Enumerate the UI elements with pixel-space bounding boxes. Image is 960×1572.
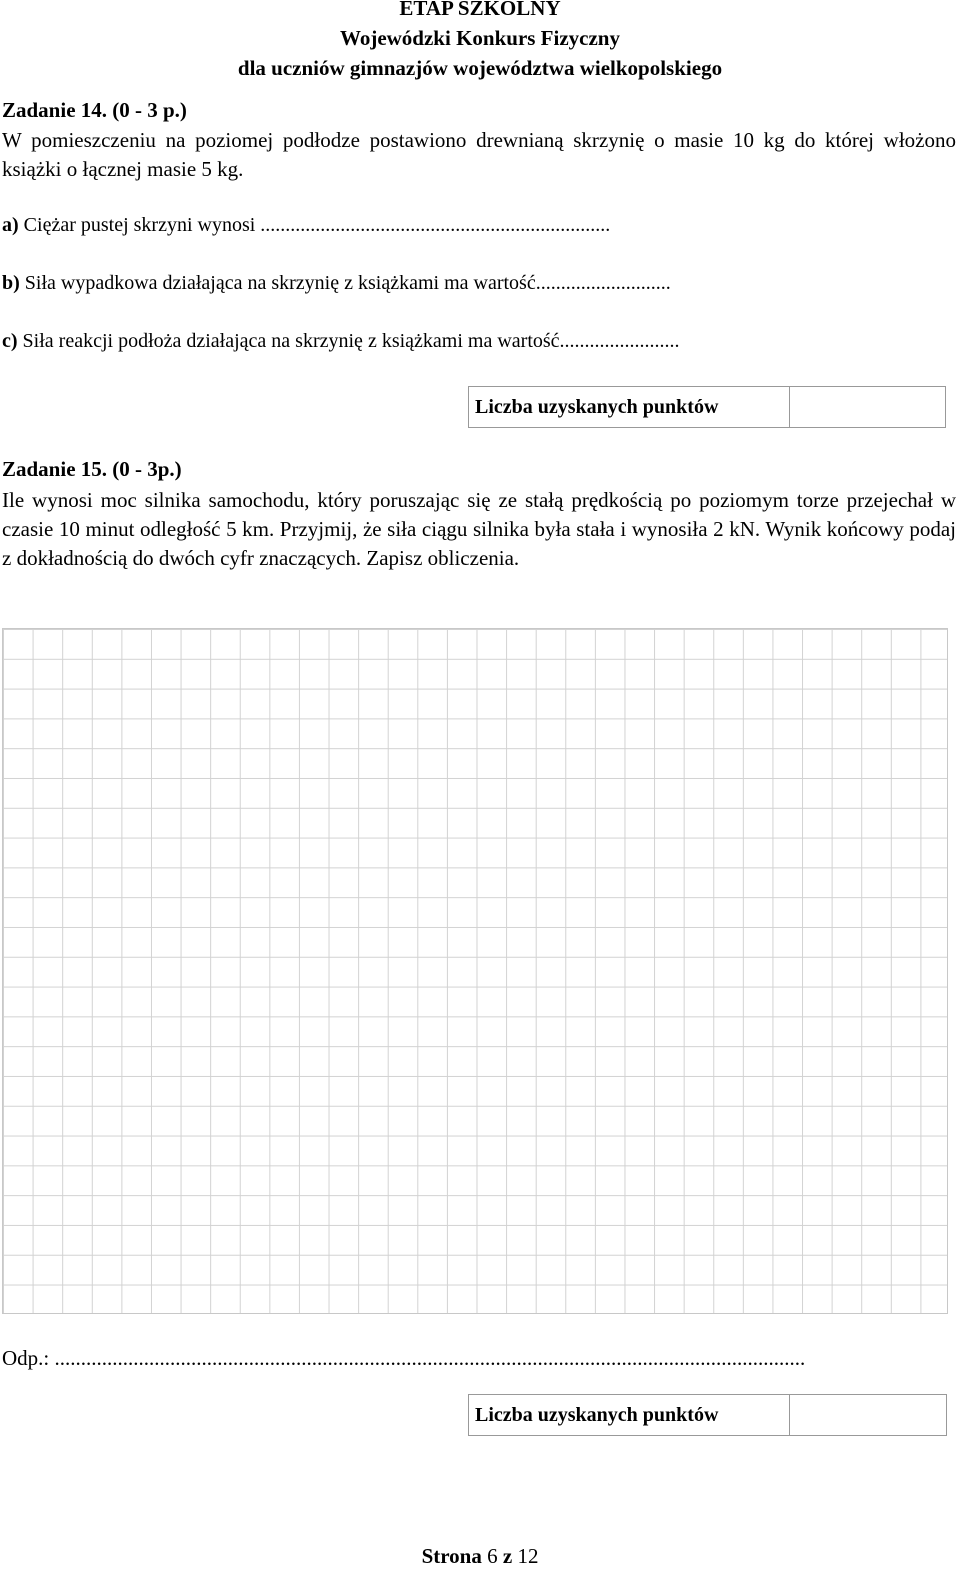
task14-score-box — [468, 386, 946, 428]
task15-score-box — [468, 1394, 947, 1436]
task15-score-field[interactable] — [790, 1395, 946, 1435]
task14-question-b — [2, 272, 671, 295]
header-stage: ETAP SZKOLNY — [399, 0, 561, 20]
footer-page: 6 — [487, 1544, 498, 1568]
header-competition: Wojewódzki Konkurs Fizyczny — [339, 26, 620, 50]
question-b-label: b) — [2, 272, 20, 294]
task15-score-label: Liczba uzyskanych punktów — [469, 1395, 790, 1435]
task14-question-c — [2, 330, 680, 353]
task14-score-label: Liczba uzyskanych punktów — [469, 387, 790, 427]
task15-answer-line[interactable]: Odp.: ............................................................................................................................................... — [2, 1346, 806, 1370]
question-a-text: Ciężar pustej skrzyni wynosi ...................................................................... — [18, 214, 611, 236]
task14-score-field[interactable] — [790, 387, 945, 427]
footer-prefix: Strona — [421, 1544, 482, 1568]
task15-title: Zadanie 15. (0 - 3p.) — [2, 457, 182, 481]
task14-title: Zadanie 14. (0 - 3 p.) — [2, 98, 187, 122]
question-c-label: c) — [2, 330, 18, 352]
footer-sep: z — [502, 1544, 513, 1568]
task14-question-a — [2, 214, 610, 237]
page-footer — [0, 1544, 960, 1569]
question-b-text: Siła wypadkowa działająca na skrzynię z książkami ma wartość........................... — [19, 272, 671, 294]
task14-text: W pomieszczeniu na poziomej podłodze postawiono drewnianą skrzynię o masie 10 kg do której włożono książki o łącznej masie 5 kg. — [2, 128, 956, 181]
footer-total: 12 — [517, 1544, 539, 1568]
question-c-text: Siła reakcji podłoża działająca na skrzynię z książkami ma wartość........................ — [17, 330, 680, 352]
question-a-label: a) — [2, 214, 19, 236]
calculation-grid[interactable] — [2, 628, 948, 1314]
task15-text: Ile wynosi moc silnika samochodu, który poruszając się ze stałą prędkością po poziomym torze przejechał w czasie 10 minut odległość 5 km. Przyjmij, że siła ciągu silnika była stała i wynosiła 2 kN. Wynik końcowy podaj z dokładnością do dwóch cyfr znaczących. Zapisz obliczenia. — [2, 488, 956, 570]
header-audience: dla uczniów gimnazjów województwa wielkopolskiego — [237, 56, 723, 80]
